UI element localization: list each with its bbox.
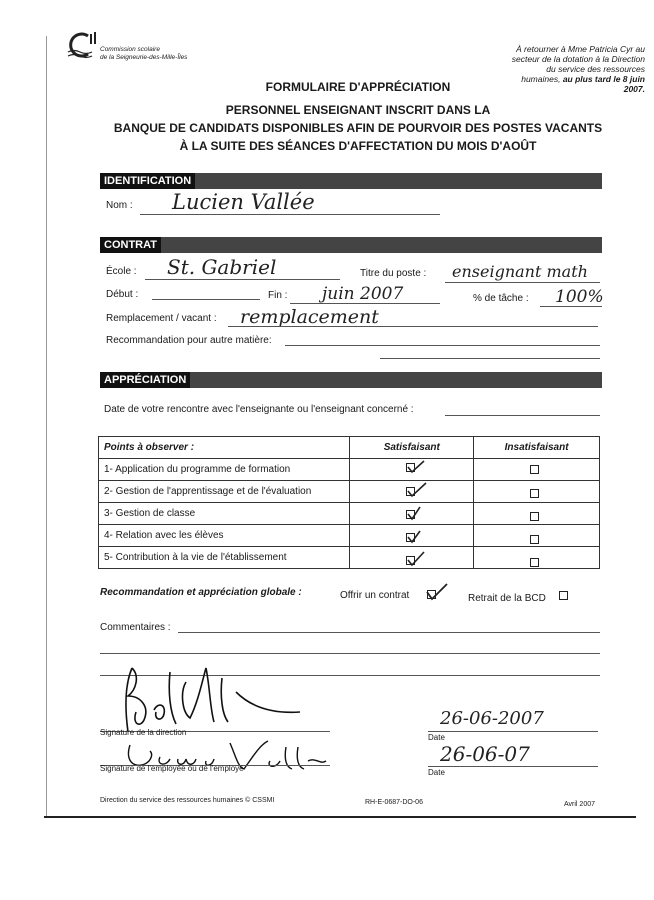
unsatisfactory-checkbox-3[interactable] [530,512,539,521]
scan-border-left [46,36,47,816]
task-value[interactable]: 100% [555,287,604,307]
replacement-label: Remplacement / vacant : [106,313,217,324]
end-label: Fin : [268,290,288,301]
employee-signature-label: Signature de l'employée ou de l'employé [100,764,244,773]
return-deadline: au plus tard le 8 juin 2007. [562,74,645,94]
date-1-value[interactable]: 26-06-2007 [440,708,544,729]
table-row [99,525,600,547]
points-header: Points à observer : [99,437,350,459]
scan-border-bottom [44,816,636,818]
comments-label: Commentaires : [100,622,171,633]
name-label: Nom : [106,200,133,211]
unsatisfactory-checkbox-5[interactable] [530,558,539,567]
position-value[interactable]: enseignant math [452,262,588,281]
points-table [98,436,600,569]
criterion-label: 4- Relation avec les élèves [99,525,350,547]
school-value[interactable]: St. Gabriel [167,255,277,279]
recommendation-label: Recommandation pour autre matière: [106,335,272,346]
withdraw-bcd-label: Retrait de la BCD [468,593,546,604]
meeting-date-label: Date de votre rencontre avec l'enseignante ou l'enseignant concerné : [104,404,414,415]
offer-contract-label: Offrir un contrat [340,590,410,601]
direction-signature-label: Signature de la direction [100,728,187,737]
table-row [99,503,600,525]
position-label: Titre du poste : [360,268,427,279]
org-name-line2: de la Seigneurie-des-Mille-Îles [100,54,188,61]
form-subtitle-2: BANQUE DE CANDIDATS DISPONIBLES AFIN DE POURVOIR DES POSTES VACANTS [113,121,603,135]
unsatisfactory-checkbox-4[interactable] [530,535,539,544]
identification-section-header [100,173,602,189]
unsatisfactory-checkbox-1[interactable] [530,465,539,474]
unsatisfactory-header: Insatisfaisant [474,437,600,459]
table-row [99,481,600,503]
replacement-value[interactable]: remplacement [240,306,379,328]
school-label: École : [106,266,137,277]
withdraw-bcd-checkbox[interactable] [559,591,568,600]
org-name-line1: Commission scolaire [100,46,160,53]
footer-date: Avril 2007 [564,801,596,808]
form-subtitle-3: À LA SUITE DES SÉANCES D'AFFECTATION DU MOIS D'AOÛT [179,139,537,153]
date-2-label: Date [428,768,445,777]
offer-checkmark-icon [424,582,450,604]
form-title: FORMULAIRE D'APPRÉCIATION [265,80,451,94]
footer-department: Direction du service des ressources humaines © CSSMI [100,797,275,804]
identification-section-title: IDENTIFICATION [100,173,195,189]
handwritten-checkmarks-icon [400,455,440,570]
form-subtitle-1: PERSONNEL ENSEIGNANT INSCRIT DANS LA [225,103,491,117]
name-value[interactable]: Lucien Vallée [172,190,315,214]
footer-form-code: RH-E-0687-DO-06 [365,799,423,806]
return-note: À retourner à Mme Patricia Cyr au secteur de la dotation à la Direction du service des ressources humaines, [511,44,645,84]
unsatisfactory-checkbox-2[interactable] [530,489,539,498]
criterion-label: 3- Gestion de classe [99,503,350,525]
criterion-label: 2- Gestion de l'apprentissage et de l'évaluation [99,481,350,503]
table-row [99,547,600,569]
task-label: % de tâche : [473,293,529,304]
criterion-label: 1- Application du programme de formation [99,459,350,481]
appreciation-section-title: APPRÉCIATION [100,372,190,388]
satisfactory-header: Satisfaisant [350,437,474,459]
logo-icon [66,30,100,60]
end-value[interactable]: juin 2007 [322,284,404,304]
date-1-label: Date [428,733,445,742]
criterion-label: 5- Contribution à la vie de l'établissement [99,547,350,569]
contrat-section-title: CONTRAT [100,237,161,253]
global-recommendation-label: Recommandation et appréciation globale : [100,587,302,598]
table-row [99,459,600,481]
contrat-section-header [100,237,602,253]
start-label: Début : [106,289,139,300]
date-2-value[interactable]: 26-06-07 [440,742,530,766]
appreciation-section-header [100,372,602,388]
